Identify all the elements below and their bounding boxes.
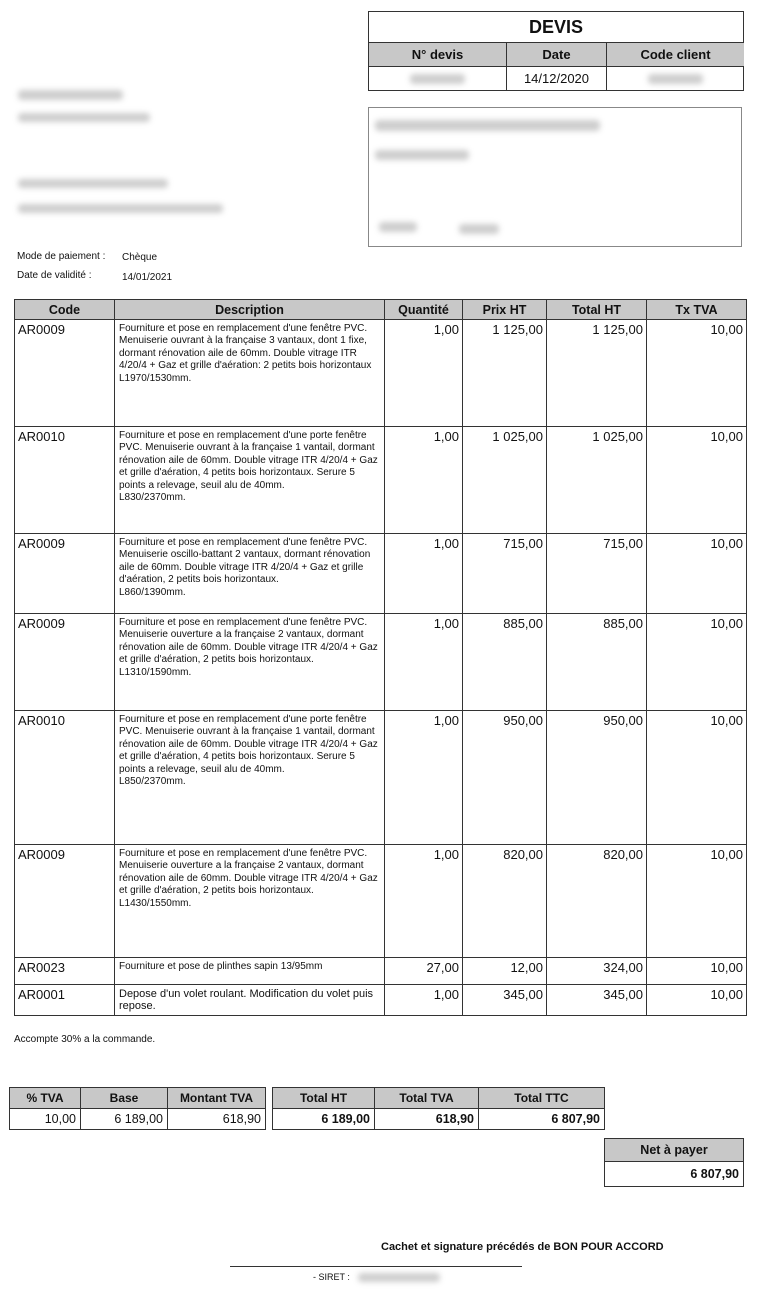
item-description: Fourniture et pose en remplacement d'une fenêtre PVC. Menuiserie ouvrant à la française 3 vantaux, dont 1 fixe, dormant rénovation aile de 60mm. Double vitrage ITR 4/20/4 + Gaz et grille d'aération: 2 petits bois horizontaux L1970/1530mm. bbox=[115, 320, 385, 427]
table-row bbox=[15, 427, 747, 534]
col-quantity: Quantité bbox=[385, 300, 463, 320]
item-code: AR0009 bbox=[15, 534, 115, 614]
col-description: Description bbox=[115, 300, 385, 320]
item-quantity: 1,00 bbox=[385, 711, 463, 845]
item-vat: 10,00 bbox=[647, 711, 747, 845]
total-ttc-value: 6 807,90 bbox=[479, 1109, 605, 1130]
item-price: 12,00 bbox=[463, 958, 547, 985]
vat-rate-header: % TVA bbox=[10, 1088, 81, 1109]
item-vat: 10,00 bbox=[647, 427, 747, 534]
item-total: 820,00 bbox=[547, 845, 647, 958]
item-description: Fourniture et pose en remplacement d'une porte fenêtre PVC. Menuiserie ouvrant à la française 1 vantail, dormant rénovation aile de 60mm. Double vitrage ITR 4/20/4 + Gaz et grille d'aération, 4 petits bois horizontaux. Serure 5 points a relevage, seuil alu de 40mm. L830/2370mm. bbox=[115, 427, 385, 534]
item-total: 715,00 bbox=[547, 534, 647, 614]
redacted-company-name bbox=[18, 90, 123, 100]
footer-divider bbox=[230, 1266, 522, 1267]
col-code: Code bbox=[15, 300, 115, 320]
item-price: 950,00 bbox=[463, 711, 547, 845]
total-ht-header: Total HT bbox=[273, 1088, 375, 1109]
table-row bbox=[15, 534, 747, 614]
redacted-company-email bbox=[18, 204, 223, 213]
item-code: AR0009 bbox=[15, 614, 115, 711]
totals-table bbox=[272, 1087, 605, 1130]
client-code-header: Code client bbox=[607, 43, 744, 67]
client-code-value bbox=[607, 67, 744, 91]
item-quantity: 1,00 bbox=[385, 534, 463, 614]
net-payable-box bbox=[604, 1138, 744, 1187]
table-row bbox=[15, 711, 747, 845]
totals-header-row bbox=[273, 1088, 605, 1109]
total-ttc-header: Total TTC bbox=[479, 1088, 605, 1109]
item-vat: 10,00 bbox=[647, 985, 747, 1016]
quote-date-header: Date bbox=[507, 43, 607, 67]
table-row bbox=[15, 845, 747, 958]
item-total: 1 025,00 bbox=[547, 427, 647, 534]
item-description: Depose d'un volet roulant. Modification du volet puis repose. bbox=[115, 985, 385, 1016]
item-quantity: 1,00 bbox=[385, 614, 463, 711]
item-price: 820,00 bbox=[463, 845, 547, 958]
item-code: AR0001 bbox=[15, 985, 115, 1016]
vat-rate-value: 10,00 bbox=[10, 1109, 81, 1130]
item-code: AR0023 bbox=[15, 958, 115, 985]
net-payable-value: 6 807,90 bbox=[690, 1167, 739, 1181]
validity-date-label: Date de validité : bbox=[17, 270, 92, 281]
validity-date-value: 14/01/2021 bbox=[122, 272, 173, 283]
item-price: 885,00 bbox=[463, 614, 547, 711]
item-total: 950,00 bbox=[547, 711, 647, 845]
vat-base-header: Base bbox=[81, 1088, 168, 1109]
item-quantity: 27,00 bbox=[385, 958, 463, 985]
redacted-company-phone bbox=[18, 179, 168, 188]
payment-method-label: Mode de paiement : bbox=[17, 251, 106, 262]
item-quantity: 1,00 bbox=[385, 427, 463, 534]
item-total: 345,00 bbox=[547, 985, 647, 1016]
items-table bbox=[14, 299, 747, 1016]
item-vat: 10,00 bbox=[647, 845, 747, 958]
total-ht-value: 6 189,00 bbox=[273, 1109, 375, 1130]
total-tva-header: Total TVA bbox=[375, 1088, 479, 1109]
item-description: Fourniture et pose en remplacement d'une porte fenêtre PVC. Menuiserie ouvrant à la française 1 vantail, dormant rénovation aile de 60mm. Double vitrage ITR 4/20/4 + Gaz et grille d'aération, 4 petits bois horizontaux. Serure 5 points a relevage, seuil alu de 40mm. L850/2370mm. bbox=[115, 711, 385, 845]
item-vat: 10,00 bbox=[647, 958, 747, 985]
col-total: Total HT bbox=[547, 300, 647, 320]
item-total: 885,00 bbox=[547, 614, 647, 711]
item-price: 1 025,00 bbox=[463, 427, 547, 534]
total-tva-value: 618,90 bbox=[375, 1109, 479, 1130]
table-row bbox=[15, 614, 747, 711]
vat-values-row bbox=[10, 1109, 266, 1130]
vat-base-value: 6 189,00 bbox=[81, 1109, 168, 1130]
client-address-box bbox=[368, 107, 742, 247]
quote-number-value bbox=[369, 67, 507, 91]
item-price: 1 125,00 bbox=[463, 320, 547, 427]
col-unit-price: Prix HT bbox=[463, 300, 547, 320]
table-row bbox=[15, 985, 747, 1016]
item-price: 715,00 bbox=[463, 534, 547, 614]
vat-header-row bbox=[10, 1088, 266, 1109]
vat-breakdown-table bbox=[9, 1087, 266, 1130]
redacted-siret bbox=[358, 1273, 440, 1282]
table-row bbox=[15, 320, 747, 427]
quote-header-box bbox=[368, 11, 744, 91]
deposit-note: Accompte 30% a la commande. bbox=[14, 1034, 156, 1045]
items-table-header bbox=[15, 300, 747, 320]
payment-method-value: Chèque bbox=[122, 252, 158, 263]
item-vat: 10,00 bbox=[647, 320, 747, 427]
quote-number-header: N° devis bbox=[369, 43, 507, 67]
item-code: AR0010 bbox=[15, 427, 115, 534]
item-quantity: 1,00 bbox=[385, 985, 463, 1016]
redacted-company-street bbox=[18, 113, 150, 122]
item-quantity: 1,00 bbox=[385, 320, 463, 427]
signature-instruction: Cachet et signature précédés de BON POUR ACCORD bbox=[381, 1241, 664, 1253]
col-vat-rate: Tx TVA bbox=[647, 300, 747, 320]
item-code: AR0010 bbox=[15, 711, 115, 845]
item-description: Fourniture et pose en remplacement d'une fenêtre PVC. Menuiserie ouverture a la française 2 vantaux, dormant rénovation aile de 60mm. Double vitrage ITR 4/20/4 + Gaz et grille d'aération, 2 petits bois horizontaux. L1310/1590mm. bbox=[115, 614, 385, 711]
item-vat: 10,00 bbox=[647, 534, 747, 614]
vat-amount-header: Montant TVA bbox=[168, 1088, 266, 1109]
item-description: Fourniture et pose en remplacement d'une fenêtre PVC. Menuiserie oscillo-battant 2 vantaux, dormant rénovation aile de 60mm. Double vitrage ITR 4/20/4 + Gaz et grille d'aération, 2 petits bois horizontaux. L860/1390mm. bbox=[115, 534, 385, 614]
quote-date-value: 14/12/2020 bbox=[507, 67, 607, 91]
vat-amount-value: 618,90 bbox=[168, 1109, 266, 1130]
totals-values-row bbox=[273, 1109, 605, 1130]
siret-label: - SIRET : bbox=[313, 1272, 350, 1282]
item-code: AR0009 bbox=[15, 845, 115, 958]
table-row bbox=[15, 958, 747, 985]
item-description: Fourniture et pose de plinthes sapin 13/95mm bbox=[115, 958, 385, 985]
item-quantity: 1,00 bbox=[385, 845, 463, 958]
item-total: 1 125,00 bbox=[547, 320, 647, 427]
item-total: 324,00 bbox=[547, 958, 647, 985]
item-description: Fourniture et pose en remplacement d'une fenêtre PVC. Menuiserie ouverture a la française 2 vantaux, dormant rénovation aile de 60mm. Double vitrage ITR 4/20/4 + Gaz et grille d'aération, 2 petits bois horizontaux. L1430/1550mm. bbox=[115, 845, 385, 958]
quote-title: DEVIS bbox=[528, 17, 584, 37]
net-payable-label: Net à payer bbox=[605, 1139, 743, 1162]
item-price: 345,00 bbox=[463, 985, 547, 1016]
item-code: AR0009 bbox=[15, 320, 115, 427]
item-vat: 10,00 bbox=[647, 614, 747, 711]
